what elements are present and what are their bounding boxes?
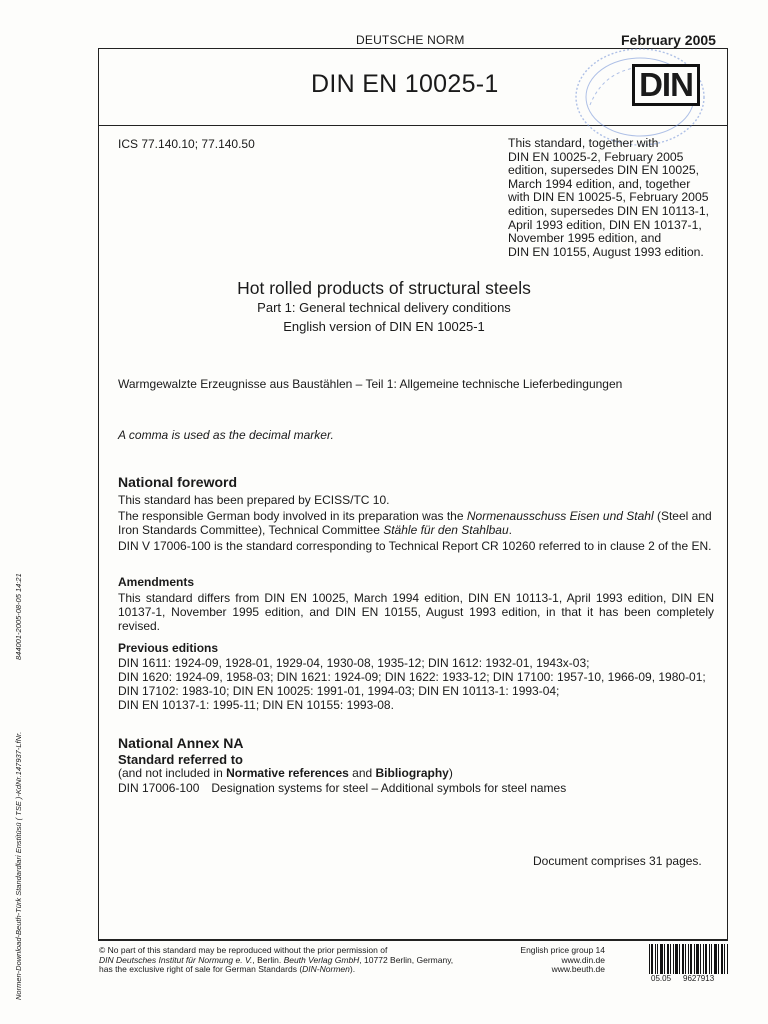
footer-rule [98,940,728,941]
side-download-text: Normen-Download-Beuth-Türk Standardlari Enstitüsü ( TSE )-KdNr.147937-LfNr. [14,731,23,1000]
publication-date: February 2005 [621,32,716,48]
norm-label: DEUTSCHE NORM [356,33,465,47]
barcode-number: 9627913 [683,974,715,983]
part-title: Part 1: General technical delivery conditions [257,300,511,315]
price-info: English price group 14 www.din.de www.beuth.de [520,945,605,975]
german-title: Warmgewalzte Erzeugnisse aus Baustählen – Teil 1: Allgemeine technische Lieferbedingungen [118,377,623,391]
page-count-note: Document comprises 31 pages. [533,854,702,868]
standard-referred-heading: Standard referred to [118,752,243,767]
ics-codes: ICS 77.140.10; 77.140.50 [118,137,255,151]
side-download-id: 844001-2005-08-05 14:21 [14,573,23,660]
national-annex-heading: National Annex NA [118,735,244,751]
annex-reference: DIN 17006-100 Designation systems for steel – Additional symbols for steel names [118,781,567,795]
din-logo: DIN [632,64,700,106]
annex-note: (and not included in Normative references and Bibliography) [118,766,453,780]
previous-editions-list: DIN 1611: 1924-09, 1928-01, 1929-04, 1930-08, 1935-12; DIN 1612: 1932-01, 1943x-03; DIN 1620: 1924-09, 1958-03; DIN 1621: 1924-09; DIN 1622: 1933-12; DIN 17100: 1957-10, 1966-09, 1980-01; DIN 17102: 1983-10; DIN EN 10025: 1991-01, 1994-03; DIN EN 10113-1: 1993-04; DIN EN 10137-1: 1995-11; DIN EN 10155: 1993-08. [118,656,706,712]
supersedes-note: This standard, together with DIN EN 10025-2, February 2005 edition, supersedes DIN EN 10025, March 1994 edition, and, together with DIN EN 10025-5, February 2005 edition, supersedes DIN EN 10113-1, April 1993 edition, DIN EN 10137-1, November 1995 edition, and DIN EN 10155, August 1993 edition. [508,136,709,259]
national-foreword-p3: DIN V 17006-100 is the standard corresponding to Technical Report CR 10260 referred to in clause 2 of the EN. [118,539,712,553]
previous-editions-heading: Previous editions [118,641,219,655]
barcode [649,944,729,974]
amendments-text: This standard differs from DIN EN 10025, March 1994 edition, DIN EN 10113-1, April 1993 edition, DIN EN 10137-1, November 1995 edition, and DIN EN 10155, August 1993 edition, in that it has been completely revised. [118,591,714,633]
amendments-heading: Amendments [118,575,195,589]
document-id: DIN EN 10025-1 [311,70,499,98]
national-foreword-heading: National foreword [118,474,238,490]
version-title: English version of DIN EN 10025-1 [283,319,485,334]
decimal-note: A comma is used as the decimal marker. [118,428,334,442]
barcode-date: 05.05 [651,974,672,983]
national-foreword-p2: The responsible German body involved in its preparation was the Normenausschuss Eisen und Stahl (Steel and Iron Standards Committee), Technical Committee Stähle für den Stahlbau. [118,509,712,537]
main-title: Hot rolled products of structural steels [237,278,531,298]
national-foreword-p1: This standard has been prepared by ECISS/TC 10. [118,493,390,507]
copyright-notice: © No part of this standard may be reproduced without the prior permission of DIN Deutsches Institut für Normung e. V., Berlin. Beuth Verlag GmbH, 10772 Berlin, Germany, has the exclusive right of sale for German Standards (DIN-Normen). [99,945,454,975]
